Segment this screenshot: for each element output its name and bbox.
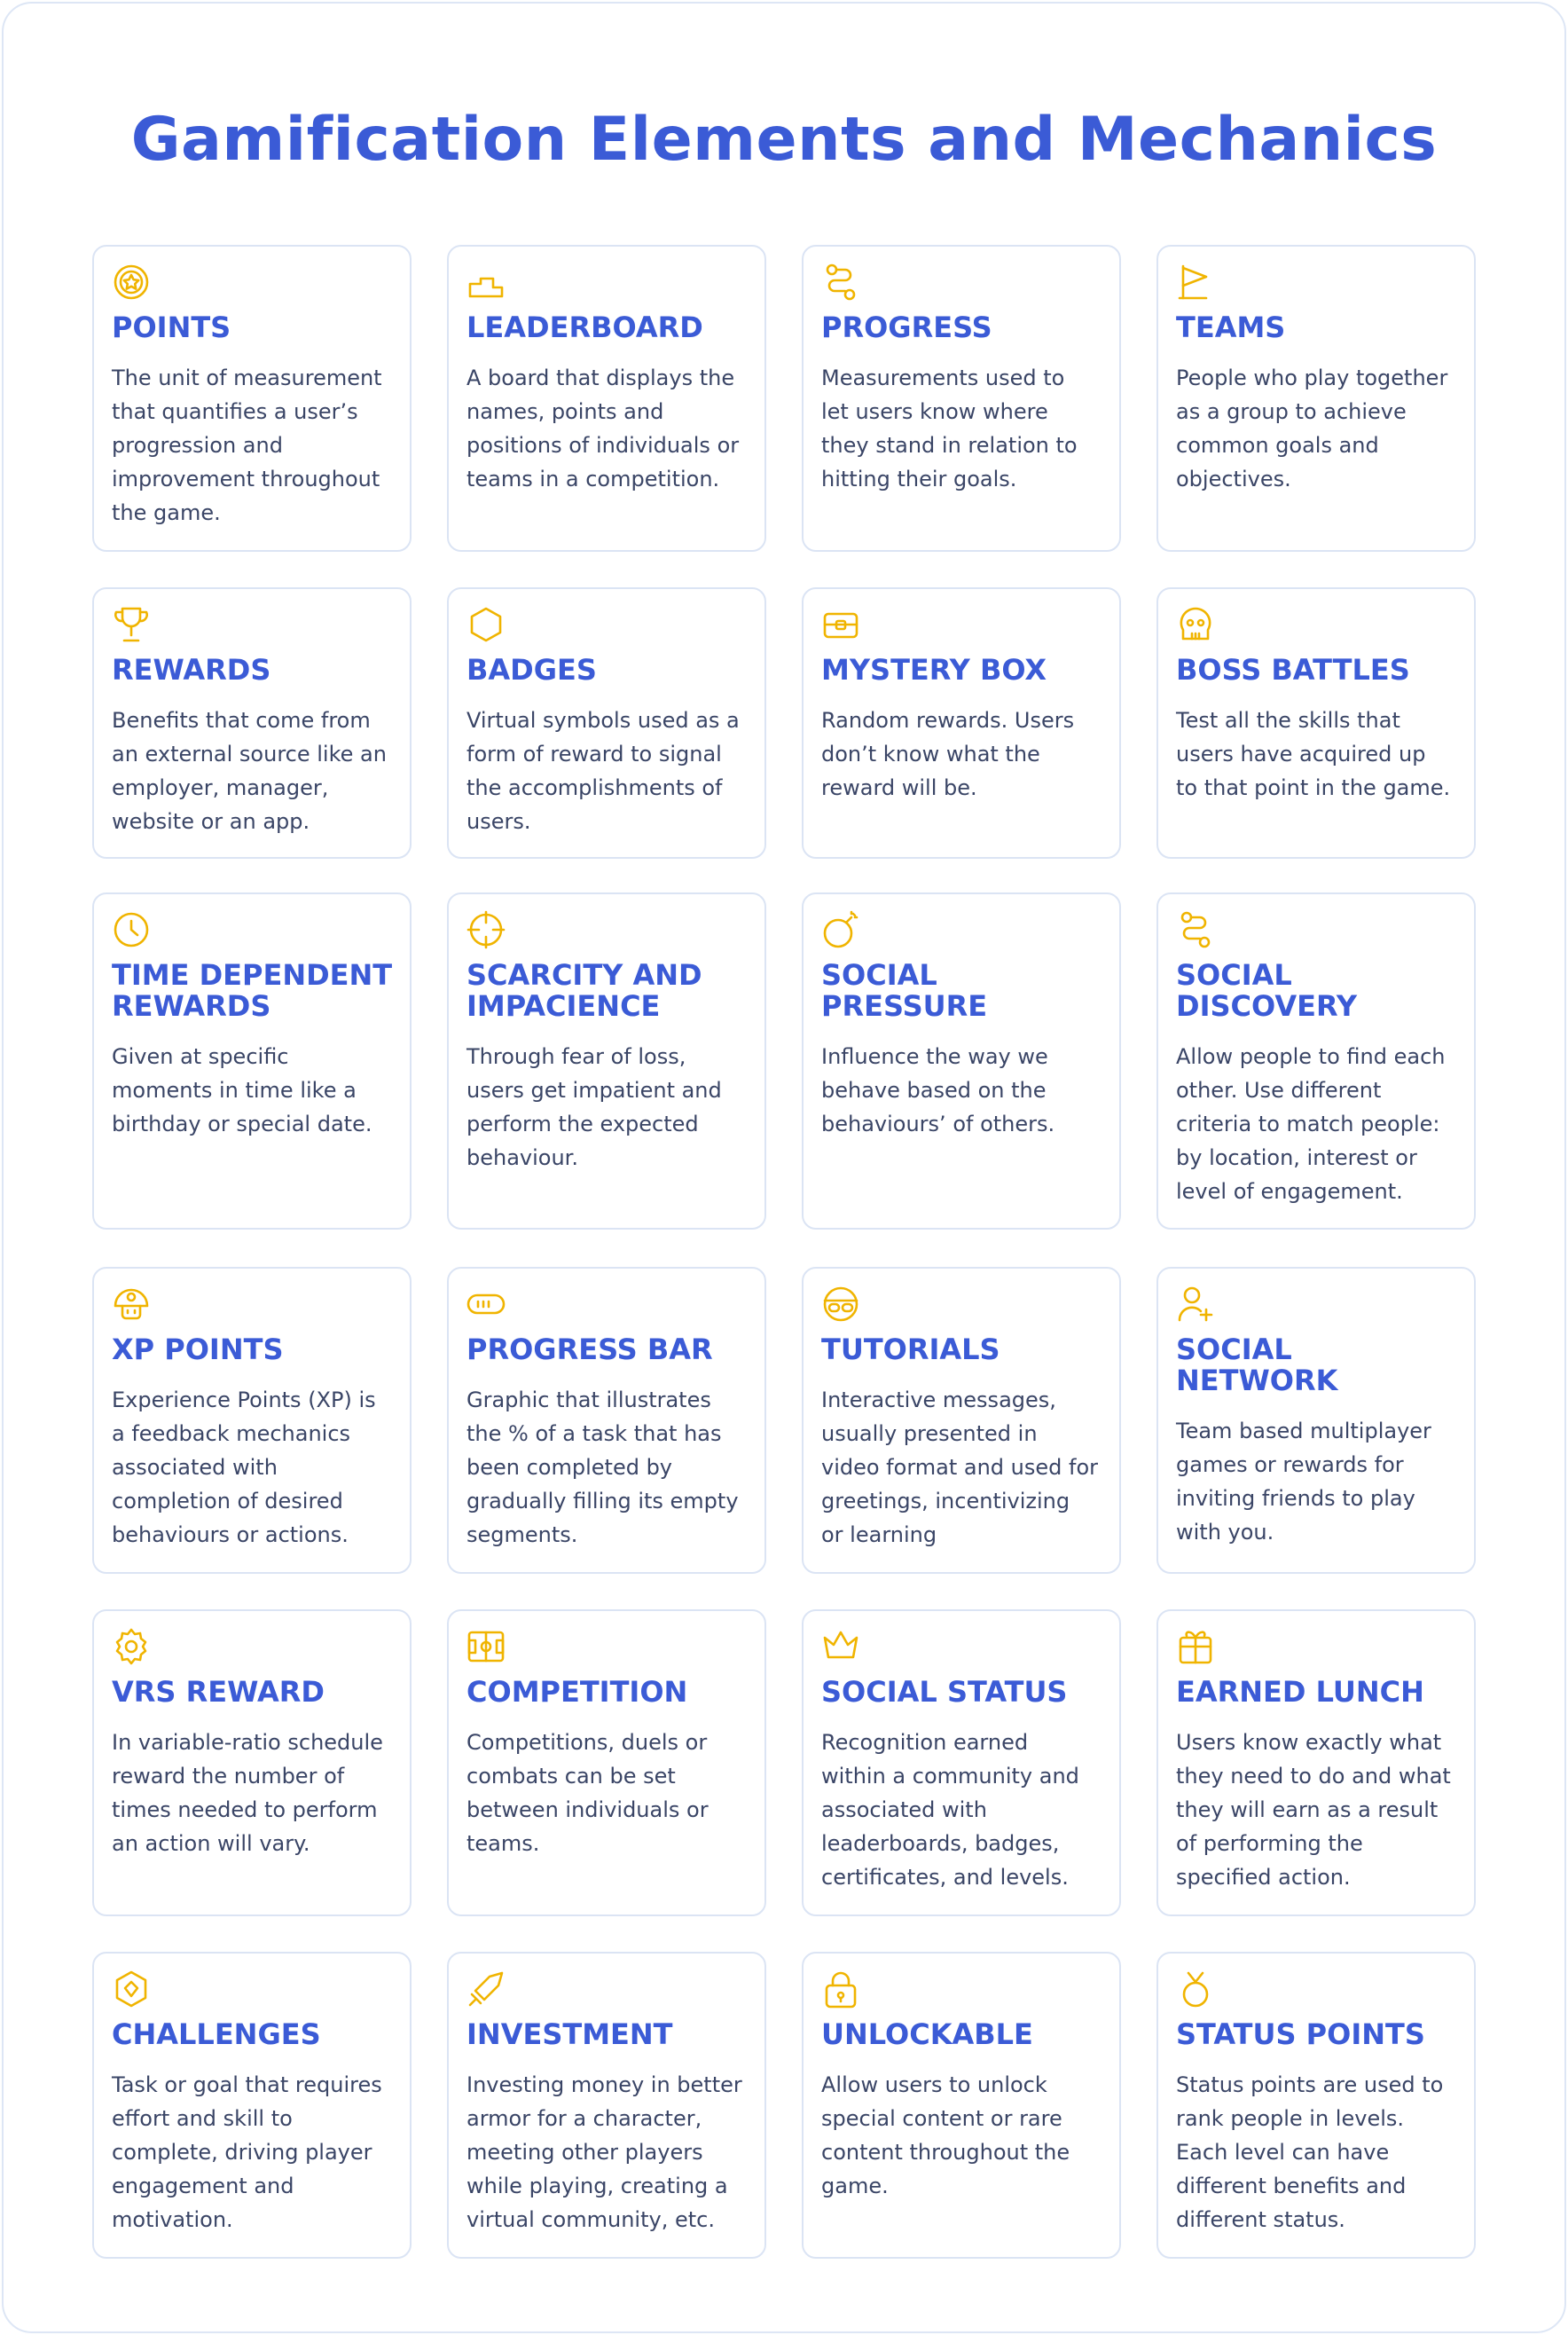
card-description: Users know exactly what they need to do and what they will earn as a result of performing the specified action. xyxy=(1176,1730,1451,1890)
crosshair-icon xyxy=(466,910,506,949)
trophy-icon xyxy=(112,605,151,644)
card-rewards xyxy=(92,587,412,859)
card-description: In variable-ratio schedule reward the number of times needed to perform an action will vary. xyxy=(112,1730,383,1856)
card-description: A board that displays the names, points and positions of individuals or teams in a competition. xyxy=(466,366,740,491)
card-title: SOCIAL PRESSURE xyxy=(821,958,988,1023)
medal-icon xyxy=(1176,1969,1215,2009)
page-title: Gamification Elements and Mechanics xyxy=(130,105,1438,175)
vr-globe-icon xyxy=(821,1285,860,1324)
card-description: Interactive messages, usually presented in video format and used for greetings, incentivizing or learning xyxy=(821,1388,1099,1547)
card-title: COMPETITION xyxy=(466,1675,688,1709)
card-description: Random rewards. Users don’t know what the reward will be. xyxy=(821,708,1075,800)
card-social-pressure xyxy=(802,892,1121,1230)
card-description: The unit of measurement that quantifies a user’s progression and improvement throughout the game. xyxy=(112,366,382,525)
card-title: VRS REWARD xyxy=(112,1675,325,1709)
card-social-discovery xyxy=(1156,892,1476,1230)
hexagon-badge-icon xyxy=(466,605,506,644)
card-competition xyxy=(447,1609,766,1916)
card-points xyxy=(92,245,412,552)
card-description: Virtual symbols used as a form of reward to signal the accomplishments of users. xyxy=(466,708,740,834)
card-vrs-reward xyxy=(92,1609,412,1916)
card-leaderboard xyxy=(447,245,766,552)
card-description: Experience Points (XP) is a feedback mechanics associated with completion of desired behaviours or actions. xyxy=(112,1388,376,1547)
gift-icon xyxy=(1176,1627,1215,1666)
card-description: Task or goal that requires effort and skill to complete, driving player engagement and motivation. xyxy=(112,2072,382,2232)
flag-icon xyxy=(1176,263,1215,302)
add-user-icon xyxy=(1176,1285,1215,1324)
card-status-points xyxy=(1156,1952,1476,2259)
card-challenges xyxy=(92,1952,412,2259)
card-description: Given at specific moments in time like a birthday or special date. xyxy=(112,1044,372,1136)
card-title: SOCIAL NETWORK xyxy=(1176,1333,1338,1397)
card-description: People who play together as a group to achieve common goals and objectives. xyxy=(1176,366,1448,491)
route-path-icon xyxy=(1176,910,1215,949)
card-title: POINTS xyxy=(112,311,231,344)
card-earned-lunch xyxy=(1156,1609,1476,1916)
card-title: BOSS BATTLES xyxy=(1176,653,1410,687)
card-description: Through fear of loss, users get impatient and perform the expected behaviour. xyxy=(466,1044,722,1170)
card-title: BADGES xyxy=(466,653,597,687)
card-description: Allow users to unlock special content or rare content throughout the game. xyxy=(821,2072,1070,2198)
card-title: STATUS POINTS xyxy=(1176,2017,1425,2051)
card-title: REWARDS xyxy=(112,653,271,687)
treasure-box-icon xyxy=(821,605,860,644)
card-title: SOCIAL STATUS xyxy=(821,1675,1068,1709)
card-description: Benefits that come from an external source like an employer, manager, website or an app. xyxy=(112,708,387,834)
progress-bar-icon xyxy=(466,1285,506,1324)
card-description: Team based multiplayer games or rewards for inviting friends to play with you. xyxy=(1176,1419,1431,1545)
card-boss-battles xyxy=(1156,587,1476,859)
card-progress xyxy=(802,245,1121,552)
card-tutorials xyxy=(802,1267,1121,1574)
card-teams xyxy=(1156,245,1476,552)
card-time-dependent-rewards xyxy=(92,892,412,1230)
mushroom-icon xyxy=(112,1285,151,1324)
card-social-network xyxy=(1156,1267,1476,1574)
shield-gem-icon xyxy=(112,1969,151,2009)
card-badges xyxy=(447,587,766,859)
card-investment xyxy=(447,1952,766,2259)
card-mystery-box xyxy=(802,587,1121,859)
card-description: Allow people to find each other. Use different criteria to match people: by location, interest or level of engagement. xyxy=(1176,1044,1446,1204)
card-title: UNLOCKABLE xyxy=(821,2017,1033,2051)
card-title: TIME DEPENDENT REWARDS xyxy=(112,958,393,1023)
card-title: CHALLENGES xyxy=(112,2017,321,2051)
card-description: Measurements used to let users know where they stand in relation to hitting their goals. xyxy=(821,366,1078,491)
card-title: TUTORIALS xyxy=(821,1333,1000,1366)
card-title: MYSTERY BOX xyxy=(821,653,1047,687)
card-title: TEAMS xyxy=(1176,311,1286,344)
clock-icon xyxy=(112,910,151,949)
card-description: Graphic that illustrates the % of a task that has been completed by gradually filling its empty segments. xyxy=(466,1388,739,1547)
card-title: EARNED LUNCH xyxy=(1176,1675,1424,1709)
card-unlockable xyxy=(802,1952,1121,2259)
card-xp-points xyxy=(92,1267,412,1574)
card-description: Test all the skills that users have acquired up to that point in the game. xyxy=(1176,708,1451,800)
card-description: Influence the way we behave based on the behaviours’ of others. xyxy=(821,1044,1055,1136)
card-title: INVESTMENT xyxy=(466,2017,673,2051)
star-medal-icon xyxy=(112,263,151,302)
card-title: LEADERBOARD xyxy=(466,311,703,344)
card-title: PROGRESS BAR xyxy=(466,1333,713,1366)
card-description: Competitions, duels or combats can be set between individuals or teams. xyxy=(466,1730,709,1856)
sword-icon xyxy=(466,1969,506,2009)
leaderboard-podium-icon xyxy=(466,263,506,302)
card-progress-bar xyxy=(447,1267,766,1574)
crown-icon xyxy=(821,1627,860,1666)
card-description: Recognition earned within a community and associated with leaderboards, badges, certificates, and levels. xyxy=(821,1730,1079,1890)
skull-icon xyxy=(1176,605,1215,644)
lock-icon xyxy=(821,1969,860,2009)
gear-icon xyxy=(112,1627,151,1666)
card-social-status xyxy=(802,1609,1121,1916)
card-title: SOCIAL DISCOVERY xyxy=(1176,958,1358,1023)
card-title: XP POINTS xyxy=(112,1333,284,1366)
soccer-field-icon xyxy=(466,1627,506,1666)
card-description: Investing money in better armor for a character, meeting other players while playing, creating a virtual community, etc. xyxy=(466,2072,742,2232)
card-title: PROGRESS xyxy=(821,311,992,344)
card-title: SCARCITY AND IMPACIENCE xyxy=(466,958,702,1023)
card-description: Status points are used to rank people in levels. Each level can have different benefits and different status. xyxy=(1176,2072,1444,2232)
route-path-icon xyxy=(821,263,860,302)
card-scarcity-and-impacience xyxy=(447,892,766,1230)
bomb-icon xyxy=(821,910,860,949)
